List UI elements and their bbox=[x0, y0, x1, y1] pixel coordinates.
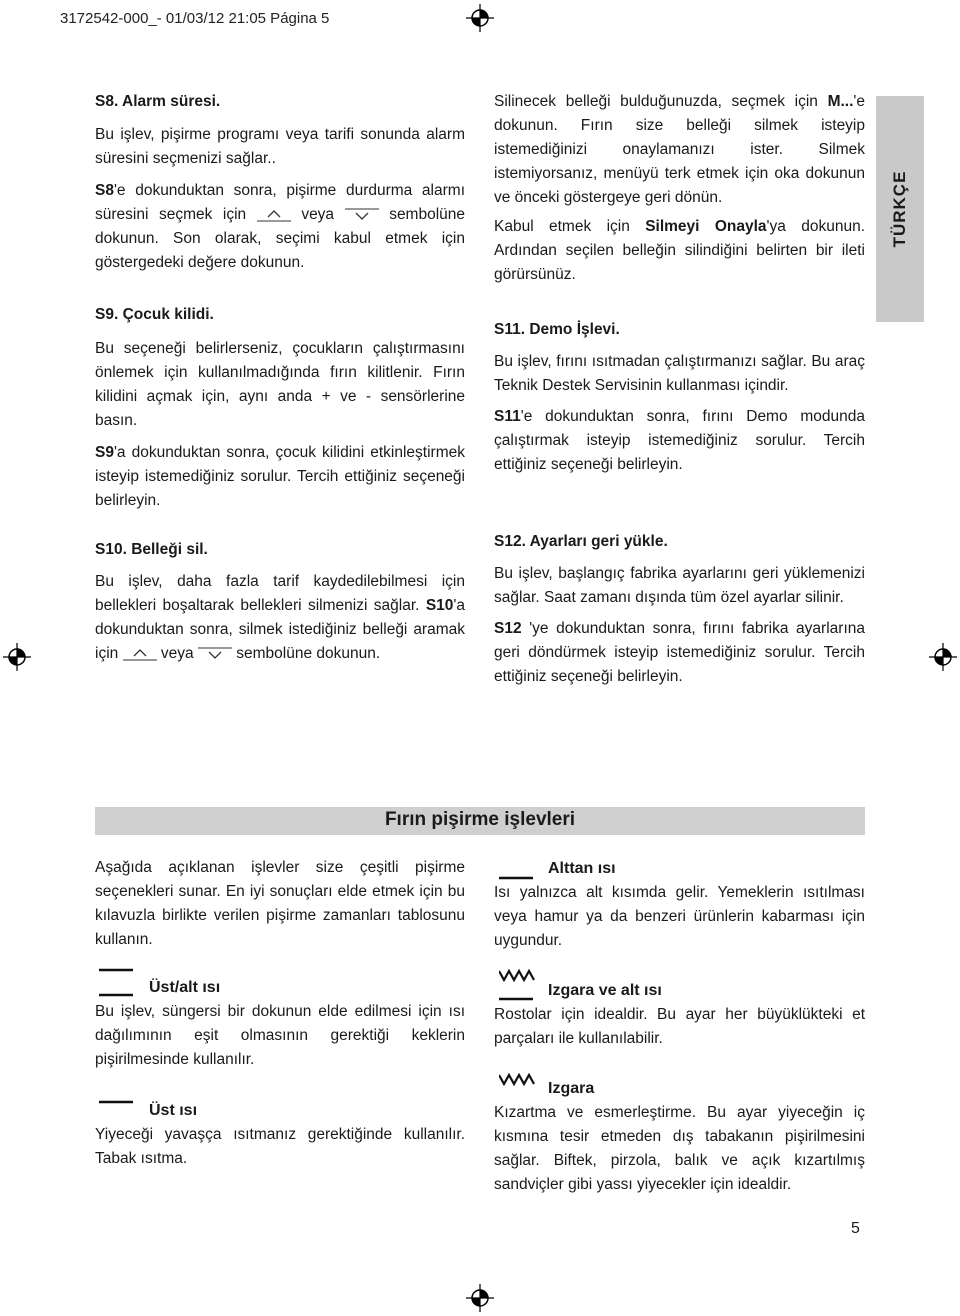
down-arrow-icon bbox=[198, 647, 232, 661]
setting-code: S12 bbox=[494, 620, 522, 637]
paragraph bbox=[494, 617, 865, 689]
section-title: S9. Çocuk kilidi. bbox=[95, 306, 214, 323]
paragraph-text: 'e dokunun. Fırın size belleği silmek isteyip istemediğinizi onaylamanızı ister. Silmek istemiyorsanız, menüyü terk etmek için oka dokunun ve önceki göstergeye geri dönün. bbox=[494, 93, 865, 206]
top-heat-icon bbox=[99, 1094, 135, 1112]
top-bottom-heat-icon bbox=[99, 968, 135, 1003]
paragraph-text: 'e dokunduktan sonra, pişirme durdurma alarmı süresini seçmek için bbox=[95, 182, 465, 223]
language-tab bbox=[876, 96, 924, 322]
section-title: S12. Ayarları geri yükle. bbox=[494, 533, 668, 550]
functions-intro bbox=[95, 856, 465, 952]
paragraph-text: 'a dokunduktan sonra, çocuk kilidini etkinleştirmek isteyip istemediğiniz sorulur. Tercih ettiğiniz seçeneği belirleyin. bbox=[95, 444, 465, 509]
banner-title: Fırın pişirme işlevleri bbox=[384, 809, 576, 830]
section-title: S11. Demo İşlevi. bbox=[494, 321, 620, 338]
paragraph-text: 'e dokunduktan sonra, fırını Demo modunda çalıştırmak isteyip istemediğiniz sorulur. Tercih ettiğiniz seçeneği belirleyin. bbox=[494, 408, 865, 473]
registration-mark-icon bbox=[466, 1284, 494, 1312]
paragraph bbox=[95, 441, 465, 513]
paragraph: Rostolar için idealdir. Bu ayar her büyüklükteki et parçaları ile kullanılabilir. bbox=[494, 1006, 865, 1047]
paragraph-text: sembolüne dokunun. Son olarak, seçimi kabul etmek için göstergedeki değere dokunun. bbox=[95, 206, 466, 271]
language-tab-label: TÜRKÇE bbox=[890, 170, 909, 248]
paragraph bbox=[494, 215, 865, 287]
registration-mark-icon bbox=[3, 643, 31, 671]
grill-bottom-heat-icon bbox=[499, 968, 537, 1007]
function-description bbox=[494, 1101, 865, 1197]
up-arrow-icon bbox=[123, 647, 157, 661]
function-title: Izgara bbox=[548, 1080, 595, 1097]
setting-code: S9 bbox=[95, 444, 114, 461]
section-s10 bbox=[95, 538, 465, 666]
section-s8 bbox=[95, 90, 465, 275]
paragraph: Bu işlev, fırını ısıtmadan çalıştırmanızı sağlar. Bu araç Teknik Destek Servisinin kullanması içindir. bbox=[494, 353, 865, 394]
section-s12 bbox=[494, 530, 865, 689]
setting-code: S10 bbox=[425, 597, 454, 614]
paragraph: Bu seçeneği belirlerseniz, çocukların çalıştırmasını önlemek için kullanılmadığında fırın kilitlenir. Fırın kilidini açmak için, aynı anda + ve - sensörlerine basın. bbox=[95, 340, 465, 429]
function-description bbox=[95, 1000, 465, 1072]
setting-code: S8 bbox=[95, 182, 114, 199]
paragraph: Yiyeceği yavaşça ısıtmanız gerektiğinde kullanılır. Tabak ısıtma. bbox=[95, 1126, 465, 1167]
paragraph-text: 'ye dokunduktan sonra, fırını fabrika ayarlarına geri döndürmek isteyip istemediğiniz sorulur. Tercih ettiğiniz seçeneği belirleyin. bbox=[494, 620, 865, 685]
paragraph bbox=[95, 570, 465, 666]
function-title: Alttan ısı bbox=[548, 860, 616, 877]
paragraph: Bu işlev, süngersi bir dokunun elde edilmesi için ısı dağılımının eşit olmasının gerektiği keklerin pişirilmesinde kullanılır. bbox=[95, 1003, 465, 1068]
grill-icon bbox=[499, 1073, 537, 1092]
section-s11 bbox=[494, 318, 865, 477]
paragraph-text: veya bbox=[301, 206, 335, 223]
paragraph-text: 'ya dokunun. Ardından seçilen belleğin silindiğini belirten bir ileti görürsünüz. bbox=[494, 218, 865, 283]
function-title: Üst ısı bbox=[149, 1102, 198, 1119]
paragraph-text: veya bbox=[160, 645, 194, 662]
registration-mark-icon bbox=[929, 643, 957, 671]
page-number: 5 bbox=[851, 1220, 860, 1237]
section-s10-continued bbox=[494, 90, 865, 287]
setting-code: S11 bbox=[494, 408, 521, 425]
function-description bbox=[494, 1003, 865, 1051]
paragraph-text: Kabul etmek için bbox=[494, 218, 630, 235]
section-title: S8. Alarm süresi. bbox=[95, 93, 221, 110]
section-banner bbox=[95, 807, 865, 835]
print-header: 3172542-000_- 01/03/12 21:05 Página 5 bbox=[60, 10, 330, 27]
function-title: Üst/alt ısı bbox=[149, 979, 221, 996]
function-title: Izgara ve alt ısı bbox=[548, 982, 662, 999]
down-arrow-icon bbox=[345, 208, 379, 222]
paragraph-text: sembolüne dokunun. bbox=[236, 645, 381, 662]
section-s9 bbox=[95, 303, 465, 513]
section-title: S10. Belleği sil. bbox=[95, 541, 208, 558]
paragraph bbox=[494, 90, 865, 210]
paragraph-text: 'a dokunduktan sonra, silmek istediğiniz belleği aramak için bbox=[95, 597, 465, 662]
paragraph: Isı yalnızca alt kısımda gelir. Yemeklerin ısıtılması veya hamur ya da benzeri ürünlerin kabarması için uygundur. bbox=[494, 884, 865, 949]
paragraph bbox=[95, 179, 465, 275]
paragraph: Bu işlev, başlangıç fabrika ayarlarını geri yüklemenizi sağlar. Saat zamanı dışında tüm özel ayarlar silinir. bbox=[494, 565, 865, 606]
paragraph-text: Silinecek belleği bulduğunuzda, seçmek için bbox=[494, 93, 818, 110]
function-description bbox=[494, 881, 865, 953]
option-label: Silmeyi Onayla bbox=[645, 218, 767, 235]
paragraph-text: Bu işlev, daha fazla tarif kaydedilebilmesi için bellekleri boşaltarak bellekleri silmenizi sağlar. bbox=[95, 573, 465, 614]
up-arrow-icon bbox=[257, 208, 291, 222]
paragraph bbox=[494, 405, 865, 477]
registration-mark-icon bbox=[466, 4, 494, 32]
paragraph: Bu işlev, pişirme programı veya tarifi sonunda alarm süresini seçmenizi sağlar.. bbox=[95, 126, 465, 167]
paragraph: Aşağıda açıklanan işlevler size çeşitli pişirme seçenekleri sunar. En iyi sonuçları elde etmek için bu kılavuzla birlikte verilen pişirme zamanları tablosunu kullanın. bbox=[95, 859, 465, 948]
function-description bbox=[95, 1123, 465, 1171]
menu-code: M... bbox=[827, 93, 854, 110]
paragraph: Kızartma ve esmerleştirme. Bu ayar yiyeceğin iç kısmına tesir etmeden dış tabakanın pişirilmesini sağlar. Biftek, pirzola, balık ve açık kızartılmış sandviçler gibi yassı yiyecekler için idealdir. bbox=[494, 1104, 865, 1193]
